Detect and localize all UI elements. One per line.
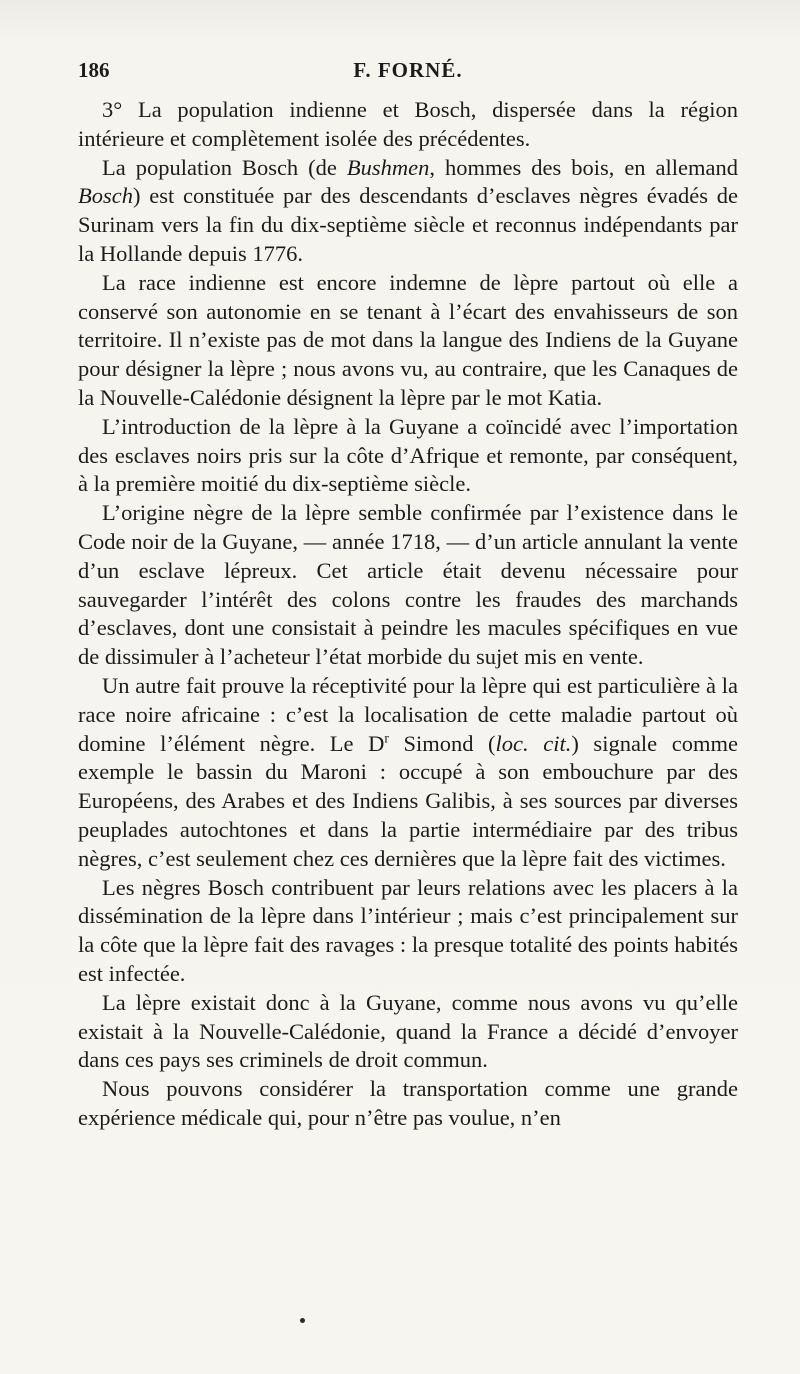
running-head: F. FORNÉ. <box>353 58 463 82</box>
text-run: Nous pouvons considérer la transportation comme une grande expérience médicale qui, pour n’être pas voulue, n’en <box>78 1076 738 1130</box>
text-run: L’introduction de la lèpre à la Guyane a coïncidé avec l’importation des esclaves noirs pris sur la côte d’Afrique et remonte, par conséquent, à la première moitié du dix-septième siècle. <box>78 413 738 497</box>
paragraph <box>78 96 738 154</box>
text-run: 3° La population indienne et Bosch, dispersée dans la région intérieure et complètement isolée des précédentes. <box>78 97 738 151</box>
text-run: Les nègres Bosch contribuent par leurs relations avec les placers à la dissémination de la lèpre dans l’intérieur ; mais c’est principalement sur la côte que la lèpre fait des ravages : la presque totalité des points habités est infectée. <box>78 874 738 986</box>
paragraph <box>78 874 738 989</box>
superscript-text: r <box>384 730 389 746</box>
text-run: La race indienne est encore indemne de lèpre partout où elle a conservé son autonomie en se tenant à l’écart des envahisseurs de son territoire. Il n’existe pas de mot dans la langue des Indiens de la Guyane pour désigner la lèpre ; nous avons vu, au contraire, que les Canaques de la Nouvelle-Calédonie désignent la lèpre par le mot Katia. <box>78 269 738 410</box>
paragraph <box>78 154 738 269</box>
paragraph <box>78 269 738 413</box>
text-run: , hommes des bois, en allemand <box>429 154 738 180</box>
text-run: Simond ( <box>388 730 496 756</box>
paragraph <box>78 499 738 672</box>
italic-text: Bushmen <box>346 154 430 180</box>
italic-text: loc. cit. <box>495 730 572 756</box>
paragraph <box>78 672 738 874</box>
paragraph <box>78 413 738 499</box>
paragraph <box>78 989 738 1075</box>
text-run: La population Bosch (de <box>102 154 347 180</box>
footer-dot <box>300 1318 305 1323</box>
text-run: ) est constituée par des descendants d’esclaves nègres évadés de Surinam vers la fin du dix-septième siècle et reconnus indépendants par la Hollande depuis 1776. <box>78 183 738 266</box>
body-text <box>78 96 738 1133</box>
text-run: La lèpre existait donc à la Guyane, comme nous avons vu qu’elle existait à la Nouvelle-Calédonie, quand la France a décidé d’envoyer dans ces pays ses criminels de droit commun. <box>78 989 738 1073</box>
text-run: ) signale comme exemple le bassin du Maroni : occupé à son embouchure par des Européens, des Arabes et des Indiens Galibis, à ses sources par diverses peuplades autochtones et dans la partie intermédiaire par des tribus nègres, c’est seulement chez ces dernières que la lèpre fait des victimes. <box>78 730 738 871</box>
page-number: 186 <box>78 58 110 82</box>
page-header <box>78 58 738 88</box>
text-run: L’origine nègre de la lèpre semble confirmée par l’existence dans le Code noir de la Guyane, — année 1718, — d’un article annulant la vente d’un esclave lépreux. Cet article était devenu nécessaire pour sauvegarder l’intérêt des colons contre les fraudes des marchands d’esclaves, dont une consistait à peindre les macules spécifiques en vue de dissimuler à l’acheteur l’état morbide du sujet mis en vente. <box>78 500 738 670</box>
paragraph <box>78 1075 738 1133</box>
text-run: Un autre fait prouve la réceptivité pour la lèpre qui est particulière à la race noire africaine : c’est la localisation de cette maladie partout où domine l’élément nègre. Le D <box>78 672 738 756</box>
italic-text: Bosch <box>78 183 133 209</box>
